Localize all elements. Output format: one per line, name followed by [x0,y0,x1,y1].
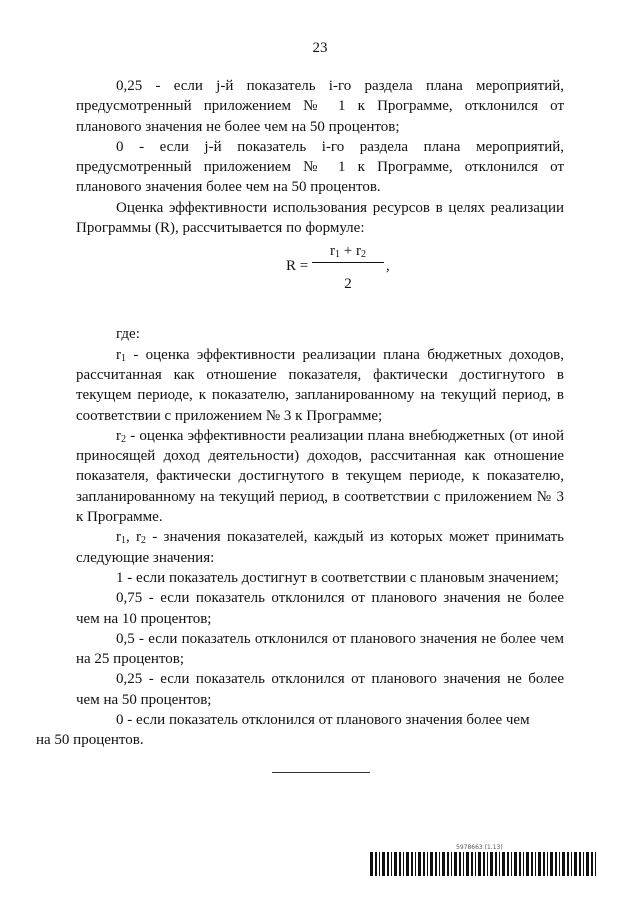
formula-lhs: R = [286,258,309,275]
formula-comma: , [386,258,390,275]
body-text [36,76,565,751]
definition-r2: $r_2$ - оценка эффективности реализации плана внебюджетных (от иной приносящей доход деятельности) доходов, рассчитанная как отношение показателя, фактически достигнутого в текущем периоде, к показателю, запланированному на текущий период, в соответствии с приложением № 3 к Программе. [76,427,564,526]
barcode-icon [370,852,600,876]
value-0-75: 0,75 - если показатель отклонился от планового значения не более чем на 10 процентов; [76,590,564,627]
barcode-code: 5978663 (1.13) [456,844,503,851]
where-label: где: [116,326,140,343]
formula-denominator: 2 [344,276,352,293]
paragraph-0-section: 0 - если j-й показатель i-го раздела плана мероприятий, предусмотренный приложением № 1 к Программе, отклонился от планового значения более чем на 50 процентов. [76,138,564,196]
value-0: 0 - если показатель отклонился от планового значения более чем на 50 процентов. [36,712,530,749]
value-1: 1 - если показатель достигнут в соответствии с плановым значением; [116,569,559,586]
values-intro: $r_1$, $r_2$ - значения показателей, каждый из которых может принимать следующие значения: [76,529,565,566]
paragraph-resource-efficiency: Оценка эффективности использования ресурсов в целях реализации Программы (R), рассчитывается по формуле: [76,199,564,237]
formula-fraction [312,242,384,293]
value-0-5: 0,5 - если показатель отклонился от планового значения не более чем на 25 процентов; [76,630,564,668]
definition-r1: $r_1$ - оценка эффективности реализации плана бюджетных доходов, рассчитанная как отношение показателя, фактически достигнутого в текущем периоде, к показателю, запланированному на текущий период, в соответствии с приложением № 3 к Программе; [76,346,564,424]
paragraph-0-25-section: 0,25 - если j-й показатель i-го раздела плана мероприятий, предусмотренный приложением № 1 к Программе, отклонился от планового значения не более чем на 50 процентов; [76,78,564,135]
value-0-25: 0,25 - если показатель отклонился от планового значения не более чем на 50 процентов; [76,671,564,708]
formula-r [76,238,564,324]
formula-numerator: $r_1 + r_2$ [330,243,366,261]
footnote-rule [272,772,370,773]
barcode-block [370,844,600,881]
fraction-bar [312,262,384,263]
page-number: 23 [312,40,328,56]
